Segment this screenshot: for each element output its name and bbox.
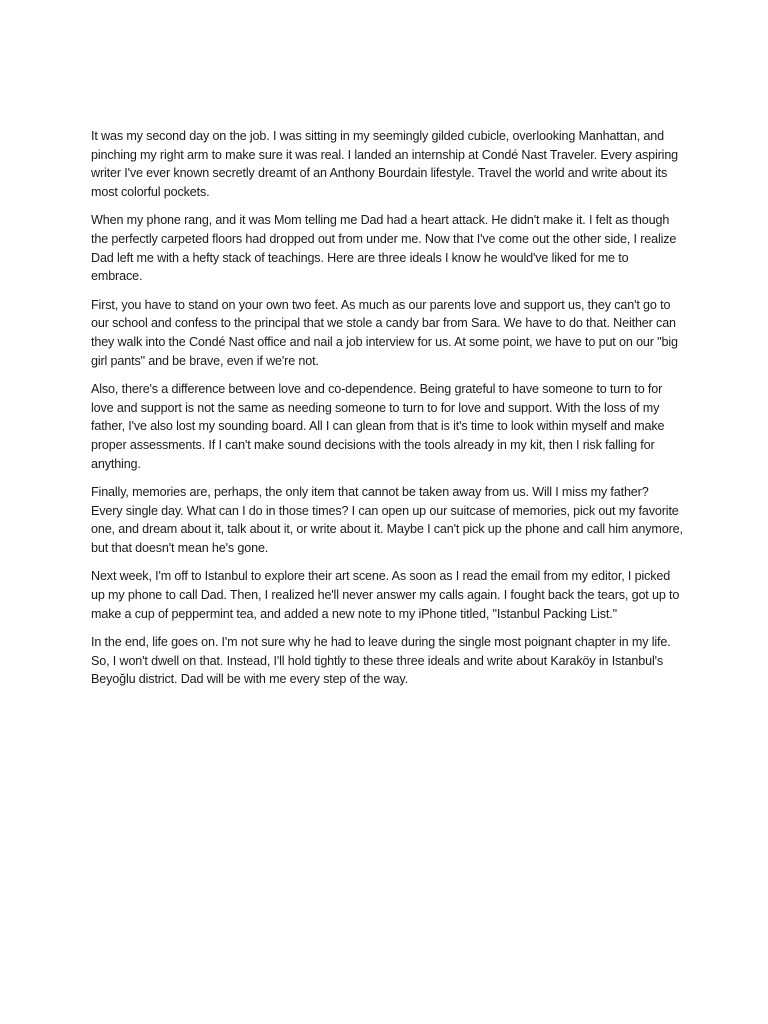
paragraph-5: Finally, memories are, perhaps, the only item that cannot be taken away from us. Will I miss my father? Every single day. What can I do in those times? I can open up our suitcase of memories, pick out my favorite one, and dream about it, talk about it, or write about it. Maybe I can't pick up the phone and call him anymore, but that doesn't mean he's gone. [91, 485, 683, 555]
document-body [91, 127, 683, 699]
paragraph-4: Also, there's a difference between love and co-dependence. Being grateful to have someone to turn to for love and support is not the same as needing someone to turn to for love and support. With the loss of my father, I've also lost my sounding board. All I can glean from that is it's time to look within myself and make proper assessments. If I can't make sound decisions with the tools already in my kit, then I risk falling for anything. [91, 382, 665, 471]
paragraph-7: In the end, life goes on. I'm not sure why he had to leave during the single most poignant chapter in my life. So, I won't dwell on that. Instead, I'll hold tightly to these three ideals and write about Karaköy in Istanbul's Beyoğlu district. Dad will be with me every step of the way. [91, 635, 671, 687]
paragraph-6: Next week, I'm off to Istanbul to explore their art scene. As soon as I read the email from my editor, I picked up my phone to call Dad. Then, I realized he'll never answer my calls again. I fought back the tears, got up to make a cup of peppermint tea, and added a new note to my iPhone titled, "Istanbul Packing List." [91, 569, 680, 621]
paragraph-2: When my phone rang, and it was Mom telling me Dad had a heart attack. He didn't make it. I felt as though the perfectly carpeted floors had dropped out from under me. Now that I've come out the other side, I realize Dad left me with a hefty stack of teachings. Here are three ideals I know he would've liked for me to embrace. [91, 213, 677, 284]
paragraph-3: First, you have to stand on your own two feet. As much as our parents love and support us, they can't go to our school and confess to the principal that we stole a candy bar from Sara. We have to do that. Neither can they walk into the Condé Nast office and nail a job interview for us. At some point, we have to put on our "big girl pants" and be brave, even if we're not. [91, 297, 678, 368]
paragraph-1: It was my second day on the job. I was sitting in my seemingly gilded cubicle, overlooking Manhattan, and pinching my right arm to make sure it was real. I landed an internship at Condé Nast Traveler. Every aspiring writer I've ever known secretly dreamt of an Anthony Bourdain lifestyle. Travel the world and write about its most colorful pockets. [91, 129, 679, 199]
